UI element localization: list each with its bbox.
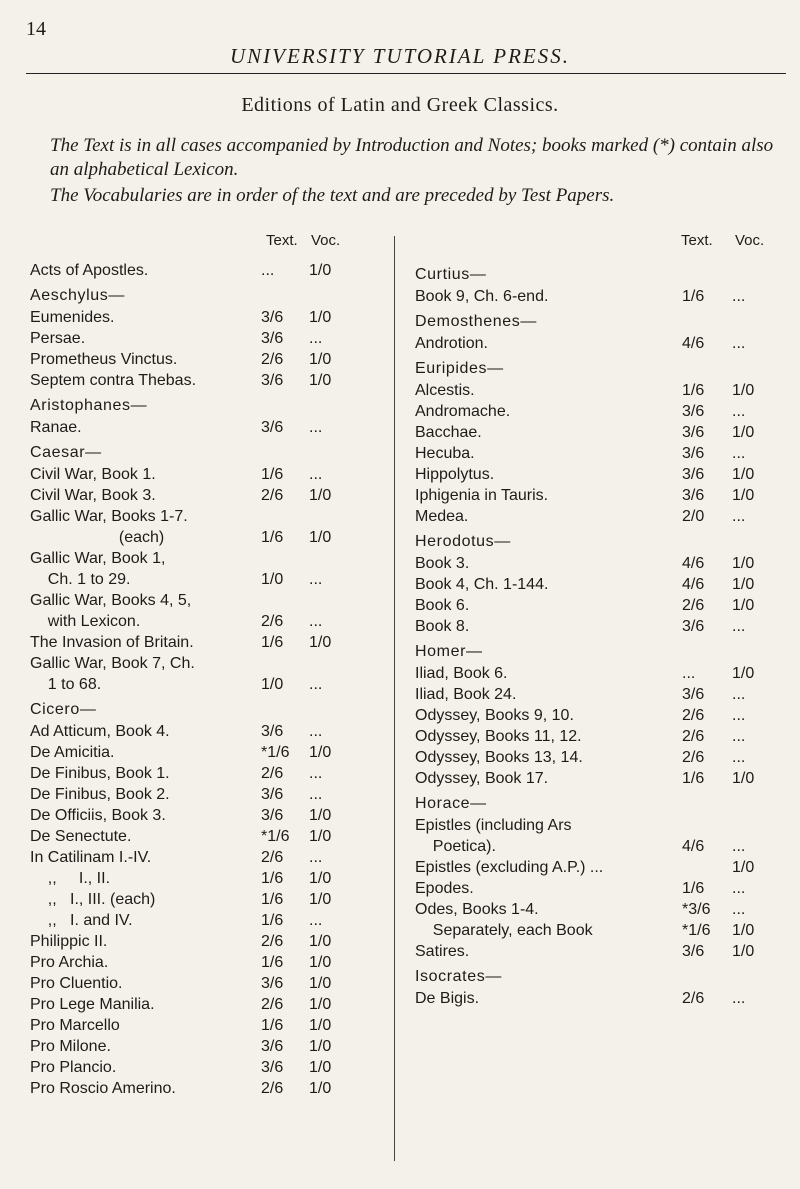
text-price: 3/6 [682,686,705,703]
text-price: 1/6 [261,891,284,908]
text-price: 3/6 [682,424,705,441]
list-item [30,742,370,763]
list-item [415,485,785,506]
work-title: Book 3. [415,555,470,572]
voc-price: 1/0 [732,859,755,876]
voc-price: 1/0 [732,597,755,614]
list-item [30,370,370,391]
voc-price: ... [732,618,746,635]
voc-price: 1/0 [309,891,332,908]
text-price: 3/6 [261,419,284,436]
work-title: Pro Archia. [30,954,109,971]
work-title: Epodes. [415,880,474,897]
voc-price: 1/0 [732,487,755,504]
voc-price: 1/0 [309,828,332,845]
author-heading [30,695,370,721]
text-price: 3/6 [261,372,284,389]
work-title: Iliad, Book 6. [415,665,508,682]
work-title: Epistles (excluding A.P.) ... [415,859,604,876]
list-item [415,443,785,464]
voc-price: ... [732,880,746,897]
work-title: ,, I., III. (each) [30,891,156,908]
voc-price: 1/0 [732,665,755,682]
text-price: 4/6 [682,576,705,593]
text-price: 3/6 [682,943,705,960]
list-item [30,826,370,847]
column-divider [394,236,395,1161]
voc-price: 1/0 [309,372,332,389]
work-title: Iliad, Book 24. [415,686,517,703]
voc-price: ... [732,686,746,703]
work-title: Alcestis. [415,382,475,399]
list-item [415,595,785,616]
voc-price: 1/0 [309,262,332,279]
list-item [30,307,370,328]
list-item [415,920,785,941]
list-item [415,836,785,857]
voc-price: 1/0 [732,466,755,483]
list-item [30,632,370,653]
work-title: Odes, Books 1-4. [415,901,539,918]
text-price: *1/6 [261,744,290,761]
text-price: *1/6 [261,828,290,845]
text-price: 1/6 [261,634,284,651]
author-heading [415,637,785,663]
work-title: Iphigenia in Tauris. [415,487,549,504]
list-item [415,705,785,726]
text-price: 4/6 [682,335,705,352]
work-title: Epistles (including Ars [415,817,572,834]
right-column-list [415,232,785,1009]
voc-price: 1/0 [309,1017,332,1034]
text-price: 3/6 [261,975,284,992]
text-price: 3/6 [682,403,705,420]
left-column-list [30,232,370,1099]
voc-price: 1/0 [309,975,332,992]
text-price: 3/6 [682,445,705,462]
voc-price: ... [732,990,746,1007]
text-price: 2/6 [261,1080,284,1097]
author-name: Homer— [415,643,483,660]
work-title: Gallic War, Book 7, Ch. [30,655,195,672]
voc-price: ... [309,571,323,588]
author-name: Demosthenes— [415,313,537,330]
text-price: 2/6 [682,728,705,745]
work-title: Pro Milone. [30,1038,111,1055]
voc-price: ... [309,765,323,782]
work-title: Odyssey, Books 13, 14. [415,749,583,766]
work-title: (each) [30,529,165,546]
list-item [30,847,370,868]
author-name: Aristophanes— [30,397,148,414]
text-price: 2/6 [261,351,284,368]
voc-price: 1/0 [309,996,332,1013]
column-headers-right [415,232,785,260]
author-name: Euripides— [415,360,504,377]
voc-price: 1/0 [309,807,332,824]
text-price: 3/6 [261,723,284,740]
text-price: 3/6 [261,1059,284,1076]
author-name: Curtius— [415,266,487,283]
list-item [30,674,370,695]
intro-note-vocabularies: The Vocabularies are in order of the text and are preceded by Test Papers. [50,185,615,206]
work-title: Ch. 1 to 29. [30,571,131,588]
voc-price: 1/0 [309,309,332,326]
voc-price: ... [732,901,746,918]
text-price: 1/6 [682,382,705,399]
list-item [30,569,370,590]
list-item [415,857,785,878]
work-title: 1 to 68. [30,676,102,693]
voc-price: 1/0 [309,744,332,761]
text-price: *3/6 [682,901,711,918]
text-price: 2/6 [261,849,284,866]
work-title: In Catilinam I.-IV. [30,849,152,866]
list-item [415,878,785,899]
work-title: Pro Marcello [30,1017,120,1034]
work-title: Book 4, Ch. 1-144. [415,576,549,593]
list-item [415,684,785,705]
header-rule [26,73,786,74]
work-title: Gallic War, Book 1, [30,550,166,567]
author-heading [415,260,785,286]
text-price: 2/6 [682,749,705,766]
voc-price: ... [732,403,746,420]
list-item [30,653,370,674]
voc-price: 1/0 [309,351,332,368]
voc-price: 1/0 [309,634,332,651]
list-item [30,349,370,370]
list-item [30,889,370,910]
section-title: Editions of Latin and Greek Classics. [241,94,559,116]
author-heading [415,962,785,988]
work-title: Andromache. [415,403,511,420]
list-item [30,952,370,973]
list-item [30,994,370,1015]
work-title: ,, I. and IV. [30,912,133,929]
voc-price: 1/0 [309,529,332,546]
voc-price: ... [309,676,323,693]
text-price: 2/6 [261,613,284,630]
text-price: 1/6 [261,1017,284,1034]
list-item [30,805,370,826]
voc-price: 1/0 [732,382,755,399]
voc-price: 1/0 [732,770,755,787]
work-title: ,, I., II. [30,870,111,887]
list-item [30,417,370,438]
author-heading [30,438,370,464]
work-title: De Bigis. [415,990,480,1007]
author-name: Caesar— [30,444,102,461]
voc-column-header: Voc. [735,232,765,249]
work-title: Poetica). [415,838,496,855]
text-price: 2/6 [261,487,284,504]
author-name: Cicero— [30,701,97,718]
list-item [30,910,370,931]
voc-price: ... [309,849,323,866]
author-heading [415,527,785,553]
text-price: 4/6 [682,838,705,855]
work-title: Civil War, Book 1. [30,466,156,483]
voc-column-header: Voc. [311,232,341,249]
list-item [415,815,785,836]
list-item [30,1078,370,1099]
author-name: Horace— [415,795,487,812]
voc-price: 1/0 [309,954,332,971]
list-item [30,590,370,611]
text-price: 2/6 [261,933,284,950]
work-title: De Senectute. [30,828,132,845]
text-price: 3/6 [682,487,705,504]
voc-price: 1/0 [309,1038,332,1055]
voc-price: 1/0 [732,555,755,572]
list-item [415,616,785,637]
list-item [415,553,785,574]
list-item [30,1036,370,1057]
work-title: De Finibus, Book 2. [30,786,170,803]
work-title: Medea. [415,508,469,525]
list-item [30,527,370,548]
author-name: Aeschylus— [30,287,125,304]
list-item [415,401,785,422]
voc-price: ... [309,466,323,483]
list-item [415,464,785,485]
text-price: 3/6 [261,807,284,824]
list-item [30,763,370,784]
voc-price: ... [309,723,323,740]
text-price: 1/6 [682,288,705,305]
text-price: ... [682,665,696,682]
list-item [30,260,370,281]
voc-price: ... [309,613,323,630]
voc-price: ... [732,838,746,855]
list-item [415,286,785,307]
list-item [30,931,370,952]
work-title: Hippolytus. [415,466,495,483]
voc-price: ... [732,335,746,352]
list-item [415,422,785,443]
list-item [415,506,785,527]
text-price: 1/6 [261,870,284,887]
voc-price: 1/0 [732,424,755,441]
list-item [415,747,785,768]
author-heading [415,789,785,815]
voc-price: ... [732,508,746,525]
voc-price: 1/0 [309,1080,332,1097]
voc-price: ... [732,288,746,305]
voc-price: 1/0 [732,576,755,593]
text-price: 1/6 [682,880,705,897]
work-title: Acts of Apostles. [30,262,149,279]
list-item [30,721,370,742]
work-title: Book 8. [415,618,470,635]
text-price: 2/6 [261,996,284,1013]
work-title: De Finibus, Book 1. [30,765,170,782]
text-price: ... [261,262,275,279]
text-price: 2/6 [682,990,705,1007]
list-item [415,663,785,684]
author-name: Isocrates— [415,968,502,985]
author-name: Herodotus— [415,533,511,550]
running-head: UNIVERSITY TUTORIAL PRESS. [230,44,570,68]
text-price: 3/6 [261,786,284,803]
work-title: Gallic War, Books 4, 5, [30,592,192,609]
text-price: 1/6 [261,912,284,929]
work-title: The Invasion of Britain. [30,634,194,651]
text-price: 3/6 [261,309,284,326]
list-item [30,548,370,569]
list-item [415,941,785,962]
work-title: with Lexicon. [30,613,141,630]
work-title: Ranae. [30,419,82,436]
work-title: Pro Cluentio. [30,975,123,992]
text-price: 2/6 [682,597,705,614]
voc-price: 1/0 [732,922,755,939]
list-item [30,973,370,994]
work-title: Pro Lege Manilia. [30,996,155,1013]
voc-price: ... [732,445,746,462]
work-title: Pro Roscio Amerino. [30,1080,176,1097]
work-title: Book 9, Ch. 6-end. [415,288,549,305]
list-item [30,1015,370,1036]
column-headers-left [30,232,370,260]
text-price: 2/0 [682,508,705,525]
work-title: Ad Atticum, Book 4. [30,723,170,740]
list-item [415,988,785,1009]
text-price: 1/0 [261,676,284,693]
work-title: Odyssey, Books 9, 10. [415,707,574,724]
work-title: Persae. [30,330,86,347]
list-item [415,768,785,789]
text-price: 2/6 [261,765,284,782]
work-title: Book 6. [415,597,470,614]
text-price: 1/6 [261,529,284,546]
voc-price: ... [309,419,323,436]
author-heading [415,307,785,333]
list-item [30,328,370,349]
text-price: 3/6 [261,330,284,347]
work-title: Pro Plancio. [30,1059,117,1076]
list-item [30,784,370,805]
work-title: Separately, each Book [415,922,593,939]
work-title: Philippic II. [30,933,108,950]
voc-price: 1/0 [732,943,755,960]
list-item [415,899,785,920]
voc-price: ... [732,749,746,766]
list-item [30,506,370,527]
text-price: 3/6 [682,466,705,483]
list-item [415,726,785,747]
list-item [30,611,370,632]
work-title: De Amicitia. [30,744,115,761]
author-heading [30,281,370,307]
list-item [30,485,370,506]
voc-price: 1/0 [309,487,332,504]
work-title: Hecuba. [415,445,475,462]
voc-price: ... [309,786,323,803]
text-price: 2/6 [682,707,705,724]
text-price: 3/6 [682,618,705,635]
list-item [30,1057,370,1078]
intro-note-lexicon: The Text is in all cases accompanied by Introduction and Notes; books marked (*) contain also an alphabetical Lexicon. [50,135,774,180]
author-heading [30,391,370,417]
text-price: 1/6 [682,770,705,787]
voc-price: 1/0 [309,933,332,950]
voc-price: ... [732,707,746,724]
work-title: Satires. [415,943,470,960]
work-title: De Officiis, Book 3. [30,807,166,824]
list-item [415,333,785,354]
voc-price: 1/0 [309,1059,332,1076]
text-column-header: Text. [681,232,713,249]
work-title: Septem contra Thebas. [30,372,197,389]
author-heading [415,354,785,380]
work-title: Bacchae. [415,424,482,441]
text-price: 1/0 [261,571,284,588]
work-title: Gallic War, Books 1-7. [30,508,188,525]
text-price: 3/6 [261,1038,284,1055]
text-price: *1/6 [682,922,711,939]
text-price: 1/6 [261,466,284,483]
work-title: Civil War, Book 3. [30,487,156,504]
work-title: Odyssey, Book 17. [415,770,549,787]
list-item [415,574,785,595]
text-column-header: Text. [266,232,298,249]
page-number: 14 [26,18,46,40]
work-title: Prometheus Vinctus. [30,351,178,368]
work-title: Eumenides. [30,309,115,326]
work-title: Odyssey, Books 11, 12. [415,728,582,745]
list-item [30,464,370,485]
voc-price: ... [309,330,323,347]
voc-price: ... [309,912,323,929]
text-price: 1/6 [261,954,284,971]
work-title: Androtion. [415,335,488,352]
text-price: 4/6 [682,555,705,572]
voc-price: ... [732,728,746,745]
list-item [415,380,785,401]
list-item [30,868,370,889]
voc-price: 1/0 [309,870,332,887]
